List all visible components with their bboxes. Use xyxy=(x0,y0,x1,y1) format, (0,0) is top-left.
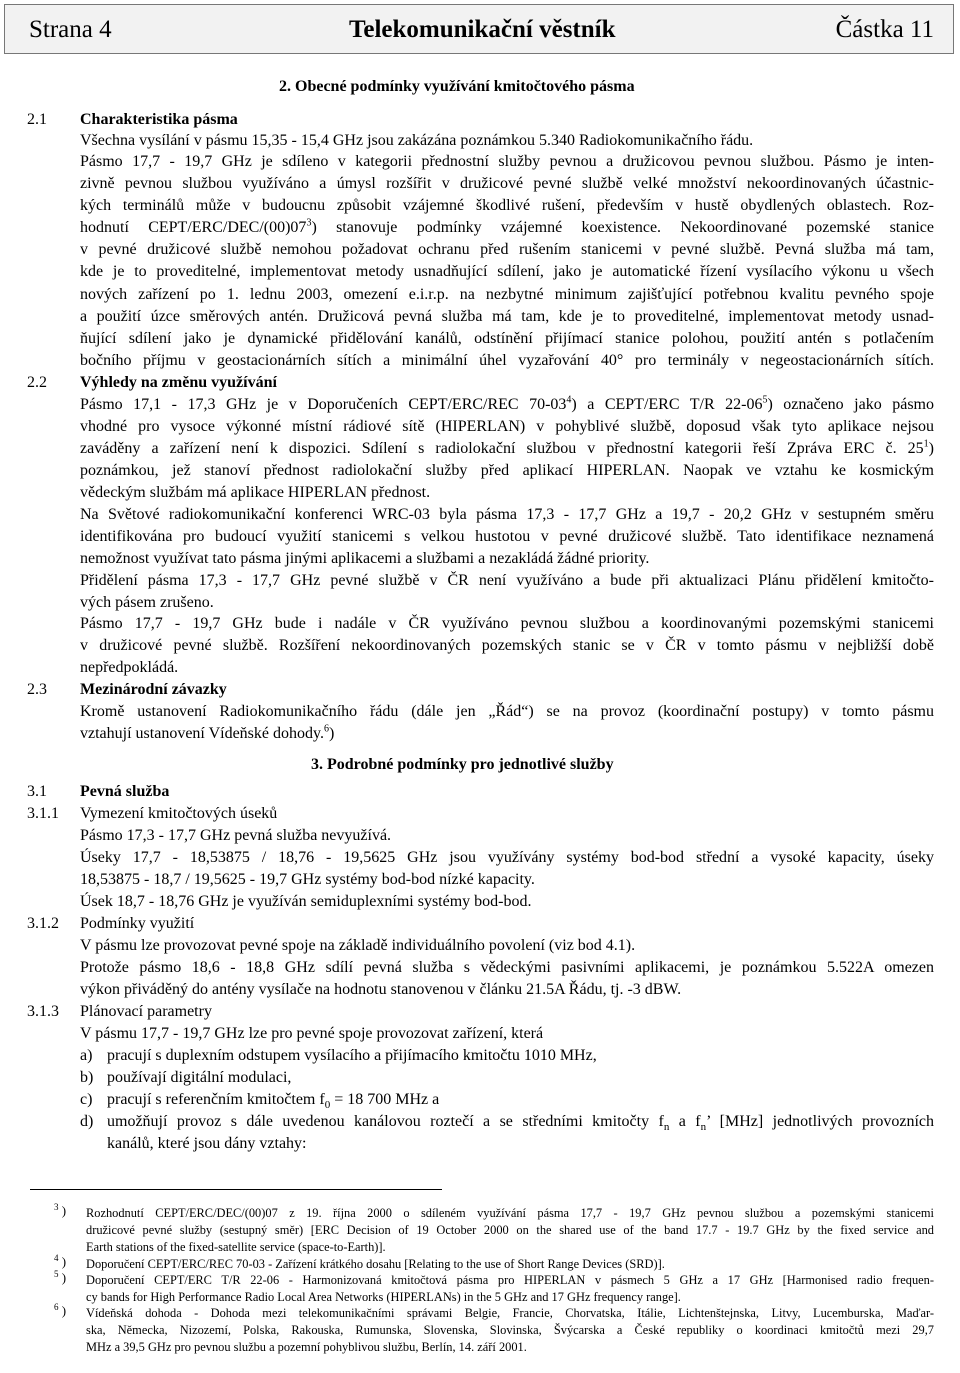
list-item-text: pracují s referenčním kmitočtem $f_0 = 18$ 700 MHz a xyxy=(107,1091,440,1112)
list-item: d) xyxy=(80,1113,94,1130)
text-line: Všechna vysílání v pásmu 15,35 - 15,4 GHz jsou zakázána poznámkou 5.340 Radiokomunikačního řádu. xyxy=(80,132,754,149)
text-line: ňující sdílení jako je dynamické přidělování kanálů, odstínění přijímací stanice polohou, použití antén s potlačením xyxy=(80,330,934,347)
text-line: 18,53875 - 18,7 / 19,5625 - 19,7 GHz systémy bod-bod nízké kapacity. xyxy=(80,871,535,888)
section-3-heading: 3. Podrobné podmínky pro jednotlivé služby xyxy=(311,756,614,773)
text-line: Úsek 18,7 - 18,76 GHz je využíván semiduplexními systémy bod-bod. xyxy=(80,893,532,910)
footnote-line: cy bands for High Performance Radio Local Area Networks (HIPERLANs) in the 5 GHz and 17 GHz frequency range]. xyxy=(86,1290,681,1304)
text-line: kých terminálů může v budoucnu způsobit vzájemné škodlivé rušení, především v hustě obydlených oblastech. Roz- xyxy=(80,197,934,214)
footnote-line: Earth stations of the fixed-satellite service (space-to-Earth)]. xyxy=(86,1240,386,1254)
text-line: hodnutí CEPT/$ERC/DEC/(00)07^3$) stanovuje podmínky vzájemné koexistence. Nekoordinované pozemské stanice xyxy=(80,217,935,236)
text-line: Na Světové radiokomunikační konferenci WRC-03 byla pásma 17,3 - 17,7 GHz a 19,7 - 20,2 GHz v sestupném směru xyxy=(80,506,934,523)
text-line: poznámkou, jež stanoví přednost radiolokační služby před aplikací HIPERLAN. Naopak ve vztahu ke kosmickým xyxy=(80,462,934,479)
text-line: Pásmo 17,3 - 17,7 GHz pevná služba nevyužívá. xyxy=(80,827,392,844)
list-item-text: umožňují provoz s dále uvedenou kanálovou roztečí a se středními kmitočty $f_n$ a $f_n$’ [MHz] jednotlivých provozních xyxy=(107,1113,935,1134)
footnote-mark: $^5$ ) xyxy=(54,1269,67,1285)
section-2-3-number: 2.3 xyxy=(27,681,47,698)
section-2-3-title: Mezinárodní závazky xyxy=(80,681,227,698)
issue-part: Částka 11 xyxy=(835,16,934,43)
list-item-text: používají digitální modulaci, xyxy=(107,1069,292,1086)
section-3-1-1-title: Vymezení kmitočtových úseků xyxy=(80,805,278,822)
text-line: nových zařízení po 1. lednu 2003, omezení e.i.r.p. na nezbytné minimum zajišťující potřebnou kvalitu pevného spoje xyxy=(80,286,934,303)
text-line: Úseky 17,7 - 18,53875 / 18,76 - 19,5625 GHz jsou využívány systémy bod-bod střední a vysoké kapacity, úseky xyxy=(80,849,934,866)
text-line: nemožnost využívat tato pásma jinými aplikacemi a službami a nezakládá žádné priority. xyxy=(80,550,650,567)
text-line: kde je to proveditelné, implementovat metody usnadňující sdílení, jako je automatické řízení vysílacího výkonu u všech xyxy=(80,263,934,280)
journal-title: Telekomunikační věstník xyxy=(349,16,616,43)
footnote-line: Doporučení CEPT/ERC T/R 22-06 - Harmonizovaná kmitočtová pásma pro HIPERLAN v pásmech 5 GHz a 17 GHz [Harmonised radio frequen- xyxy=(86,1273,934,1287)
text-line: v družicové pevné službě. Rozšíření nekoordinovaných pozemských stanic se v ČR v tomto pásmu v nejbližší době xyxy=(80,637,934,654)
text-line: zivně pevnou službou využíváno a úmysl rozšířit v družicové pevné službě velké množství nekoordinovaných účastnic- xyxy=(80,175,934,192)
footnote-mark: $^4$ ) xyxy=(54,1253,67,1269)
section-2-1-title: Charakteristika pásma xyxy=(80,111,238,128)
text-line: vědeckým službám má aplikace HIPERLAN přednost. xyxy=(80,484,431,501)
text-line: zaváděny a zařízení není k dispozici. Sdílení s radiolokační službou v přednostní kategorii řeší Zpráva ERC č. $25^1$) xyxy=(80,438,934,457)
section-2-heading: 2. Obecné podmínky využívání kmitočtového pásma xyxy=(279,78,635,95)
text-line: výkon přiváděný do antény vysílače na hodnotu stanovenou v článku 21.5A Řádu, tj. -3 dBW. xyxy=(80,981,682,998)
footnote-separator xyxy=(30,1189,442,1190)
text-line: Pásmo 17,1 - 17,3 GHz je v Doporučeních CEPT/ERC/REC $70-03^4$) a CEPT/ERC T/R $22-06^5$) označeno jako pásmo xyxy=(80,394,934,413)
footnote-line: Vídeňská dohoda - Dohoda mezi telekomunikačními správami Belgie, Francie, Chorvatska, Itálie, Lichtenštejnska, Litvy, Lucemburska, Maďar- xyxy=(86,1306,934,1320)
text-line: V pásmu 17,7 - 19,7 GHz lze pro pevné spoje provozovat zařízení, která xyxy=(80,1025,544,1042)
list-item: b) xyxy=(80,1069,94,1086)
section-3-1-1-number: 3.1.1 xyxy=(27,805,59,822)
list-item: c) xyxy=(80,1091,93,1108)
text-line: V pásmu lze provozovat pevné spoje na základě individuálního povolení (viz bod 4.1). xyxy=(80,937,636,954)
section-2-1-number: 2.1 xyxy=(27,111,47,128)
section-2-2-number: 2.2 xyxy=(27,374,47,391)
footnote-line: družicové pevné služby (sestupný směr) [ERC Decision of 19 October 2000 on the shared use of the band 17.7 - 19.7 GHz by the fixed service and xyxy=(86,1223,934,1237)
text-line: vhodné pro vysoce výkonné místní rádiové sítě (HIPERLAN) v pohyblivé službě, doposud však tyto aplikace nejsou xyxy=(80,418,934,435)
page-header xyxy=(4,4,954,54)
footnote-line: ska, Německa, Nizozemí, Polska, Rakouska, Rumunska, Slovenska, Slovinska, Švýcarska a České republiky o koordinaci kmitočtů mezi 29,7 xyxy=(86,1323,934,1337)
text-line: Pásmo 17,7 - 19,7 GHz je sdíleno v kategorii přednostní služby pevnou a družicovou pevnou službou. Pásmo je inten- xyxy=(80,153,934,170)
footnote-mark: $^6$ ) xyxy=(54,1302,67,1318)
footnote-mark: $^3$ ) xyxy=(54,1202,67,1218)
text-line: v pevné družicové službě nemohou požadovat ochranu před rušením stanicemi v pevné službě. Pevná služba má tam, xyxy=(80,241,934,258)
section-3-1-number: 3.1 xyxy=(27,783,47,800)
text-line: bočního příjmu v geostacionárních sítích a minimální úhel vyzařování 40° pro terminály v negeostacionárních sítích. xyxy=(80,352,934,369)
page-number: Strana 4 xyxy=(29,16,112,43)
list-item-text: kanálů, které jsou dány vztahy: xyxy=(107,1135,307,1152)
text-line: Kromě ustanovení Radiokomunikačního řádu (dále jen „Řád“) se na provoz (koordinační postupy) v tomto pásmu xyxy=(80,703,934,720)
text-line: Přidělení pásma 17,3 - 17,7 GHz pevné službě v ČR není využíváno a bude při aktualizaci Plánu přidělení kmitočto- xyxy=(80,572,934,589)
footnote-line: Doporučení CEPT/ERC/REC 70-03 - Zařízení krátkého dosahu [Relating to the use of Short Range Devices (SRD)]. xyxy=(86,1257,665,1271)
text-line: nepředpokládá. xyxy=(80,659,179,676)
section-3-1-2-title: Podmínky využití xyxy=(80,915,195,932)
section-3-1-3-title: Plánovací parametry xyxy=(80,1003,212,1020)
list-item-text: pracují s duplexním odstupem vysílacího a přijímacího kmitočtu 1010 MHz, xyxy=(107,1047,597,1064)
list-item: a) xyxy=(80,1047,93,1064)
footnote-line: Rozhodnutí CEPT/ERC/DEC/(00)07 z 19. října 2000 o sdíleném využívání pásma 17,7 - 19,7 GHz pevnou službou a pozemskými stanicemi xyxy=(86,1206,934,1220)
section-3-1-title: Pevná služba xyxy=(80,783,170,800)
section-2-2-title: Výhledy na změnu využívání xyxy=(80,374,277,391)
text-line: a použití úzce směrových antén. Družicová pevná služba má tam, kde je to proveditelné, implementovat metody usnad- xyxy=(80,308,934,325)
text-line: vztahují ustanovení Vídeňské dohody.$^6$) xyxy=(80,723,335,742)
text-line: identifikována pro budoucí využití stanicemi s velkou hustotou v pevné družicové službě. Tato identifikace neznamená xyxy=(80,528,934,545)
text-line: vých pásem zrušeno. xyxy=(80,594,214,611)
text-line: Protože pásmo 18,6 - 18,8 GHz sdílí pevná služba s vědeckými pasivními aplikacemi, je poznámkou 5.522A omezen xyxy=(80,959,934,976)
footnote-line: MHz a 39,5 GHz pro pevnou službu a pozemní pohyblivou službu, Berlín, 14. září 2001. xyxy=(86,1340,527,1354)
text-line: Pásmo 17,7 - 19,7 GHz bude i nadále v ČR využíváno pevnou službou a koordinovanými pozemskými stanicemi xyxy=(80,615,934,632)
section-3-1-3-number: 3.1.3 xyxy=(27,1003,59,1020)
section-3-1-2-number: 3.1.2 xyxy=(27,915,59,932)
